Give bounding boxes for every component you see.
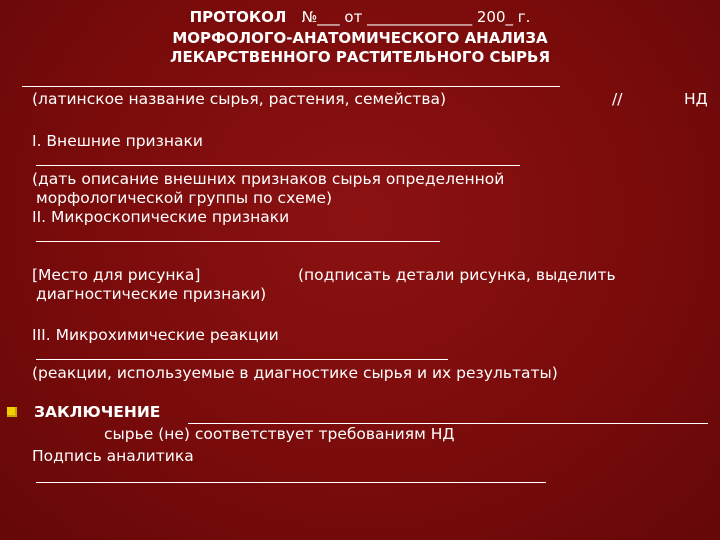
- section-external-title: I. Внешние признаки: [32, 132, 203, 150]
- latin-separator: //: [612, 90, 623, 108]
- external-hint-line1: (дать описание внешних признаков сырья определенной: [32, 170, 505, 188]
- latin-name-caption: (латинское название сырья, растения, семейства): [32, 90, 447, 108]
- microscopic-fill-line: [36, 241, 440, 242]
- drawing-hint-line2: диагностические признаки): [36, 285, 267, 303]
- external-hint-line2: морфологической группы по схеме): [36, 189, 333, 207]
- signature-fill-line: [36, 482, 546, 483]
- drawing-place-label: [Место для рисунка]: [32, 266, 201, 284]
- material-title: ЛЕКАРСТВЕННОГО РАСТИТЕЛЬНОГО СЫРЬЯ: [169, 48, 550, 66]
- microchemical-fill-line: [36, 359, 448, 360]
- protocol-number-date: №___ от ______________ 200_ г.: [301, 8, 531, 26]
- signature-label: Подпись аналитика: [32, 447, 194, 465]
- drawing-hint-line1: (подписать детали рисунка, выделить: [298, 266, 616, 284]
- section-microscopic-title: II. Микроскопические признаки: [32, 208, 290, 226]
- conclusion-fill-line: [188, 423, 708, 424]
- nd-label: НД: [684, 90, 708, 108]
- analysis-title: МОРФОЛОГО-АНАТОМИЧЕСКОГО АНАЛИЗА: [172, 29, 548, 47]
- bullet-square-icon: [7, 407, 17, 417]
- latin-name-fill-line: [22, 86, 560, 87]
- external-fill-line: [36, 165, 520, 166]
- conclusion-label: ЗАКЛЮЧЕНИЕ: [34, 403, 161, 421]
- microchemical-hint: (реакции, используемые в диагностике сырья и их результаты): [32, 364, 558, 382]
- section-microchemical-title: III. Микрохимические реакции: [32, 326, 279, 344]
- conclusion-text: сырье (не) соответствует требованиям НД: [104, 425, 455, 443]
- protocol-title-line: [0, 8, 720, 26]
- protocol-label: ПРОТОКОЛ: [189, 8, 287, 26]
